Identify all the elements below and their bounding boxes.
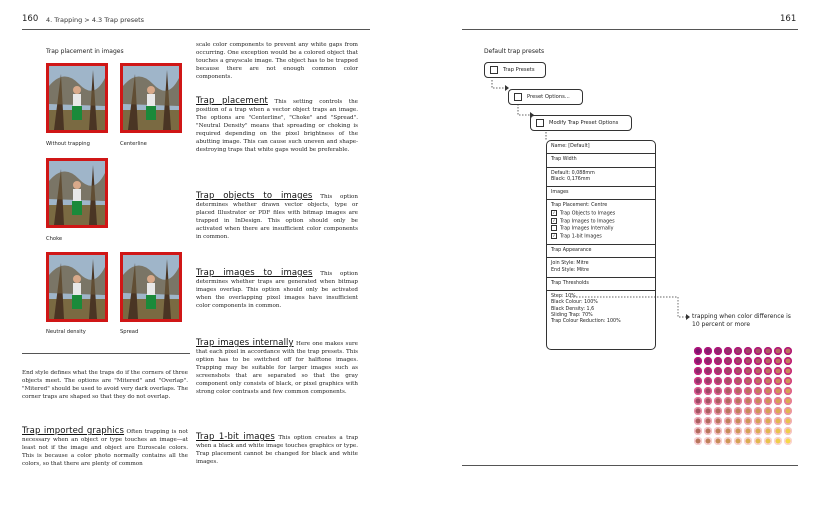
- section-trap-images-to-images: [196, 269, 358, 310]
- swatch-dot: [724, 387, 732, 395]
- photo-neutral-density: [46, 252, 108, 322]
- swatch-dot: [774, 377, 782, 385]
- swatch-dot: [704, 407, 712, 415]
- diagram-title: Default trap presets: [484, 48, 545, 55]
- swatch-dot: [784, 407, 792, 415]
- col1-section: [22, 427, 188, 468]
- option-label: Trap Images to Images: [560, 219, 615, 225]
- swatch-dot: [754, 377, 762, 385]
- swatch-dot: [694, 437, 702, 445]
- swatch-dot: [784, 417, 792, 425]
- section-text: Here one makes sure that each pixel in accordance with the trap presets. This option has to be switched off for halftone images. Trapping may be suitable for larger images such as screenshots that are separated so that the gray component only consists of black, or pixel graphics with strong color contrasts and few common components.: [196, 341, 358, 395]
- swatch-dot: [714, 417, 722, 425]
- option-trap-images-internally[interactable]: [551, 225, 651, 233]
- swatch-dot: [694, 427, 702, 435]
- swatch-dot: [764, 437, 772, 445]
- swatch-dot: [714, 397, 722, 405]
- node-modify-trap-preset-options[interactable]: [530, 115, 632, 131]
- swatch-dot: [714, 357, 722, 365]
- swatch-dot: [704, 357, 712, 365]
- swatch-dot: [754, 427, 762, 435]
- swatch-dot: [694, 367, 702, 375]
- end-style: End Style: Mitre: [551, 267, 590, 273]
- option-trap-objects-to-images[interactable]: [551, 210, 651, 218]
- swatch-dot: [724, 427, 732, 435]
- page-number-left: 160: [22, 14, 39, 24]
- panel-images-options: [547, 200, 655, 244]
- caption-without-trapping: Without trapping: [46, 141, 90, 147]
- swatch-dot: [714, 347, 722, 355]
- swatch-dot: [774, 427, 782, 435]
- swatch-dot: [784, 377, 792, 385]
- threshold-black-density: Black Density: 1,6: [551, 306, 595, 312]
- col1-paragraph: End style defines what the traps do if the corners of three objects meet. The options are "Mitered" and "Overlap". "Mitered" should be used to avoid very dark overlaps. The corner traps are shaped so that they do not overlap.: [22, 370, 188, 400]
- swatch-dot: [734, 377, 742, 385]
- swatch-dot: [754, 397, 762, 405]
- header-rule: [22, 29, 370, 30]
- swatch-dot: [764, 347, 772, 355]
- caption-choke: Choke: [46, 236, 63, 242]
- swatch-dot: [744, 407, 752, 415]
- folder-icon: [490, 66, 498, 74]
- photo-graphic: [123, 255, 179, 319]
- node-label: Trap Presets: [503, 67, 535, 73]
- preset-name: Name: [Default]: [551, 144, 590, 149]
- swatch-dot: [754, 367, 762, 375]
- black-width: Black: 0,176mm: [551, 176, 591, 182]
- swatch-dot: [744, 347, 752, 355]
- node-label: Preset Options...: [527, 94, 570, 100]
- swatch-dot: [754, 347, 762, 355]
- caption-spread: Spread: [120, 329, 139, 335]
- header-rule-right: [462, 29, 798, 30]
- swatch-dot: [784, 357, 792, 365]
- panel-images-header: [547, 187, 655, 200]
- photo-centerline: [120, 63, 182, 133]
- option-label: Trap 1-bit Images: [560, 234, 602, 240]
- swatch-dot: [754, 357, 762, 365]
- footer-rule-right: [462, 465, 798, 466]
- swatch-dot: [734, 367, 742, 375]
- checkbox-checked[interactable]: ✓: [552, 209, 556, 215]
- section-text: Often trapping is not necessary when an object or type touches an image—at least not if the image and object are Euroscale colors. This is because a color photo normally contains all the colors, so that there are plenty of common: [22, 429, 189, 467]
- swatch-dot: [744, 367, 752, 375]
- photo-choke: [46, 158, 108, 228]
- threshold-colour-reduction: Trap Colour Reduction: 100%: [551, 319, 621, 325]
- section-lead: Trap imported graphics: [22, 426, 125, 436]
- swatch-dot: [764, 357, 772, 365]
- threshold-black-colour: Black Colour: 100%: [551, 300, 598, 306]
- swatch-dot: [734, 347, 742, 355]
- swatch-dot: [734, 397, 742, 405]
- figure-title: Trap placement in images: [46, 48, 124, 55]
- swatch-dot: [704, 417, 712, 425]
- section-lead: Trap placement: [196, 96, 268, 106]
- panel-trap-width-header: [547, 154, 655, 167]
- swatch-dot: [744, 417, 752, 425]
- swatch-dot: [744, 387, 752, 395]
- column-rule: [22, 353, 190, 354]
- option-trap-images-to-images[interactable]: [551, 218, 651, 226]
- swatch-dot: [704, 387, 712, 395]
- swatch-dot: [764, 407, 772, 415]
- swatch-dot: [764, 417, 772, 425]
- swatch-dot: [714, 427, 722, 435]
- swatch-dot: [764, 387, 772, 395]
- checkbox-checked[interactable]: ✓: [552, 217, 556, 223]
- photo-graphic: [49, 66, 105, 130]
- checkbox-checked[interactable]: ✓: [552, 233, 556, 239]
- section-header: Images: [551, 190, 569, 196]
- swatch-dot: [714, 377, 722, 385]
- swatch-dot: [724, 357, 732, 365]
- photo-graphic: [49, 255, 105, 319]
- connector: [492, 80, 505, 88]
- swatch-dot: [734, 357, 742, 365]
- caption-centerline: Centerline: [120, 141, 147, 147]
- swatch-dot: [764, 377, 772, 385]
- swatch-dot: [724, 397, 732, 405]
- section-text: This option creates a trap when a black and white image touches graphics or type. Trap placement cannot be changed for black and white images.: [196, 435, 358, 465]
- page-number-right: 161: [780, 14, 797, 24]
- swatch-dot: [704, 427, 712, 435]
- node-preset-options[interactable]: [508, 89, 583, 105]
- option-trap-1-bit-images[interactable]: [551, 233, 651, 241]
- section-trap-1-bit-images: [196, 433, 358, 466]
- col2-intro: scale color components to prevent any white gaps from occurring. One exception would be a colored object that touches a grayscale image. The object has to be trapped because there are not enough common color components.: [196, 42, 358, 80]
- section-text: This option determines whether drawn vector objects, type or placed Illustrator or PDF files with bitmap images are trapped in InDesign. This option should only be activated when there are insufficient color components in common.: [196, 194, 358, 240]
- threshold-sliding-trap: Sliding Trap: 70%: [551, 313, 593, 319]
- swatch-dot: [744, 357, 752, 365]
- swatch-dot: [704, 437, 712, 445]
- trap-placement: Trap Placement: Centre: [551, 203, 608, 209]
- swatch-dot: [764, 427, 772, 435]
- swatch-dot: [734, 427, 742, 435]
- connector: [570, 297, 688, 317]
- swatch-dot: [724, 437, 732, 445]
- swatch-dot: [784, 347, 792, 355]
- swatch-dot: [744, 427, 752, 435]
- default-width: Default: 0,088mm: [551, 170, 595, 176]
- section-lead: Trap images to images: [196, 268, 313, 278]
- color-swatch-grid: [694, 347, 794, 451]
- section-trap-placement: [196, 97, 358, 154]
- connector: [518, 104, 530, 115]
- photo-graphic: [123, 66, 179, 130]
- swatch-dot: [694, 377, 702, 385]
- photo-without-trapping: [46, 63, 108, 133]
- panel-trap-width-values: [547, 168, 655, 188]
- section-header: Trap Width: [551, 157, 577, 163]
- swatch-dot: [694, 347, 702, 355]
- section-trap-objects-to-images: [196, 192, 358, 241]
- section-lead: Trap images internally: [196, 338, 294, 348]
- swatch-dot: [774, 347, 782, 355]
- section-lead: Trap objects to images: [196, 191, 313, 201]
- panel-appearance-values: [547, 258, 655, 278]
- swatch-dot: [754, 407, 762, 415]
- swatch-dot: [784, 437, 792, 445]
- section-header: Trap Thresholds: [551, 280, 589, 286]
- panel-name-section: [547, 141, 655, 154]
- join-style: Join Style: Mitre: [551, 261, 589, 267]
- swatch-dot: [784, 397, 792, 405]
- panel-appearance-header: [547, 245, 655, 258]
- annotation-text: trapping when color difference is 10 percent or more: [692, 313, 791, 328]
- swatch-dot: [714, 367, 722, 375]
- swatch-dot: [744, 377, 752, 385]
- swatch-dot: [694, 417, 702, 425]
- breadcrumb: 4. Trapping > 4.3 Trap presets: [46, 16, 145, 24]
- panel-thresholds-header: [547, 278, 655, 291]
- swatch-dot: [764, 397, 772, 405]
- swatch-dot: [774, 357, 782, 365]
- option-label: Trap Images Internally: [560, 226, 614, 232]
- section-text: This setting controls the position of a trap when a vector object traps an image. The options are "Centerline", "Choke" and "Spread". "Neutral Density" means that spreading or choking is required depending on the pixel brightness of the abutting image. This can cause such uneven and shape-destroying traps that white gaps would be preferable.: [196, 99, 358, 153]
- swatch-dot: [784, 367, 792, 375]
- swatch-dot: [714, 407, 722, 415]
- arrowhead: [686, 314, 690, 320]
- node-label: Modify Trap Preset Options: [549, 120, 619, 126]
- swatch-dot: [764, 367, 772, 375]
- swatch-dot: [724, 407, 732, 415]
- checkbox-unchecked[interactable]: [551, 225, 557, 231]
- swatch-dot: [724, 417, 732, 425]
- swatch-dot: [754, 417, 762, 425]
- threshold-step: Step: 10%: [551, 294, 576, 300]
- swatch-dot: [774, 397, 782, 405]
- node-trap-presets[interactable]: [484, 62, 546, 78]
- swatch-dot: [704, 377, 712, 385]
- swatch-dot: [724, 347, 732, 355]
- swatch-dot: [744, 397, 752, 405]
- swatch-dot: [734, 387, 742, 395]
- swatch-dot: [754, 387, 762, 395]
- swatch-dot: [774, 367, 782, 375]
- swatch-dot: [734, 407, 742, 415]
- caption-neutral-density: Neutral density: [46, 329, 86, 335]
- option-label: Trap Objects to Images: [560, 211, 616, 217]
- swatch-dot: [774, 417, 782, 425]
- section-header: Trap Appearance: [551, 247, 592, 253]
- annotation-connector: [570, 295, 695, 325]
- section-lead: Trap 1-bit images: [196, 432, 275, 442]
- photo-spread: [120, 252, 182, 322]
- swatch-dot: [714, 387, 722, 395]
- swatch-dot: [784, 387, 792, 395]
- swatch-dot: [744, 437, 752, 445]
- swatch-dot: [724, 377, 732, 385]
- swatch-dot: [774, 407, 782, 415]
- swatch-dot: [724, 367, 732, 375]
- section-trap-images-internally: [196, 339, 358, 396]
- swatch-dot: [694, 357, 702, 365]
- swatch-dot: [704, 347, 712, 355]
- photo-graphic: [49, 161, 105, 225]
- swatch-dot: [694, 397, 702, 405]
- swatch-dot: [754, 437, 762, 445]
- menu-icon: [514, 93, 522, 101]
- dialog-icon: [536, 119, 544, 127]
- section-text: This option determines whether traps are generated when bitmap images overlap. This option should only be activated when the overlapping pixel images have insufficient color components in common.: [196, 271, 359, 309]
- swatch-dot: [694, 387, 702, 395]
- swatch-dot: [734, 437, 742, 445]
- swatch-dot: [714, 437, 722, 445]
- swatch-dot: [704, 367, 712, 375]
- swatch-dot: [694, 407, 702, 415]
- swatch-dot: [704, 397, 712, 405]
- swatch-dot: [784, 427, 792, 435]
- swatch-dot: [734, 417, 742, 425]
- swatch-dot: [774, 437, 782, 445]
- swatch-dot: [774, 387, 782, 395]
